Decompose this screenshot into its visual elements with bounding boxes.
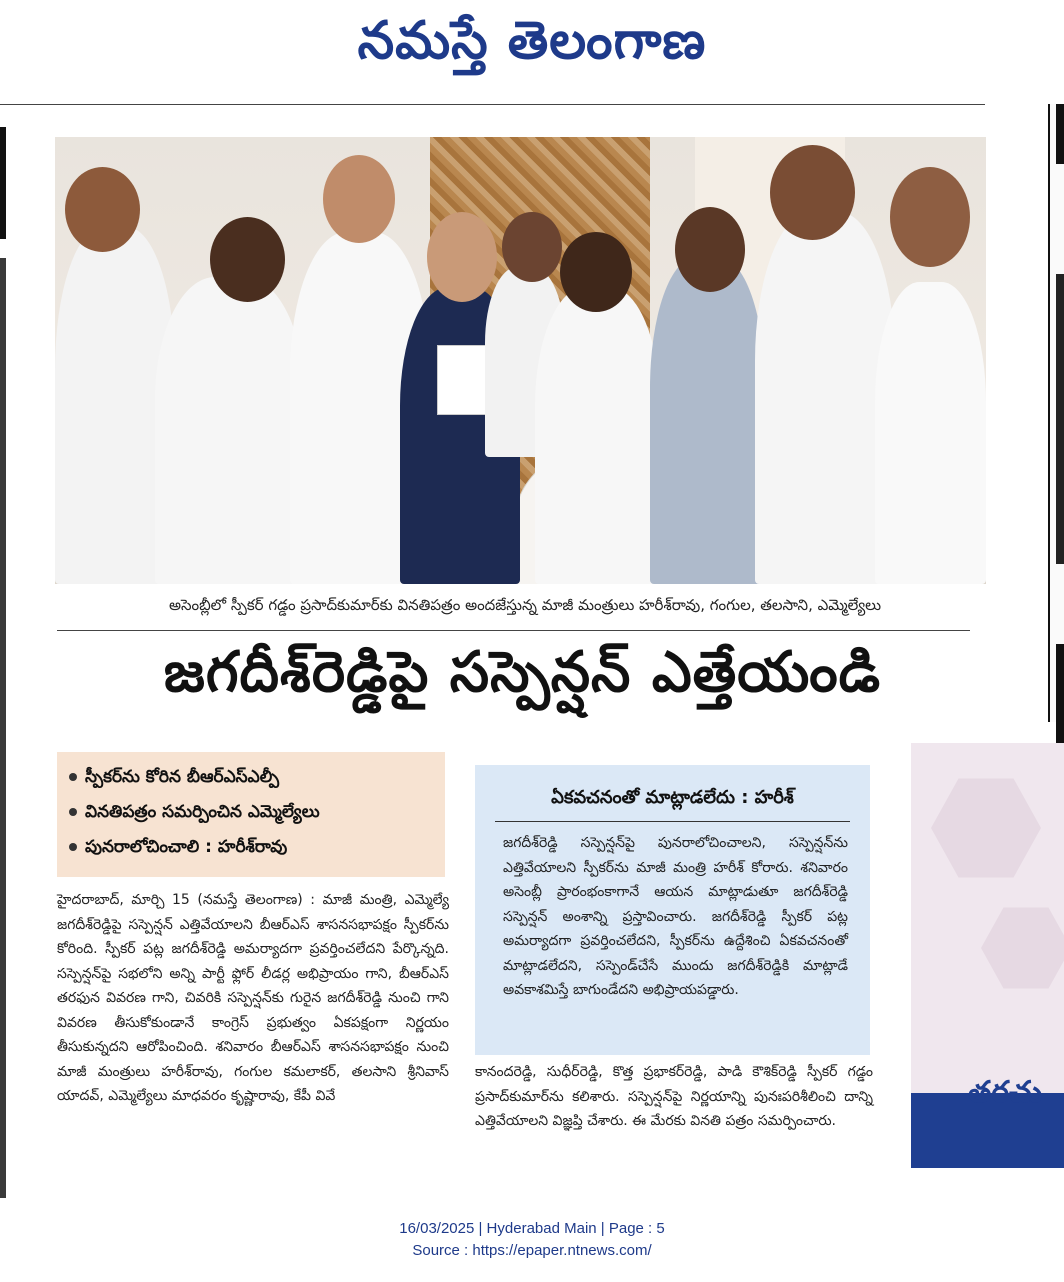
- highlight-item: వినతిపత్రం సమర్పించిన ఎమ్మెల్యేలు: [69, 802, 433, 826]
- person-1-head: [65, 167, 140, 252]
- advert-text: తరచు: [968, 1075, 1043, 1110]
- headline: జగదీశ్‌రెడ్డిపై సస్పెన్షన్ ఎత్తేయండి: [163, 640, 882, 705]
- person-5-head: [502, 212, 562, 282]
- left-edge-column: [0, 258, 6, 1198]
- person-9-head: [890, 167, 970, 267]
- newspaper-title: నమస్తే తెలంగాణ: [357, 10, 707, 71]
- person-2: [155, 277, 305, 584]
- person-8-head: [770, 145, 855, 240]
- person-8: [755, 212, 895, 584]
- person-speaker-head: [427, 212, 497, 302]
- highlights-box: [57, 752, 445, 877]
- person-3-head: [323, 155, 395, 243]
- sidebar-title: ఏకవచనంతో మాట్లాడలేదు : హరీశ్: [551, 787, 794, 808]
- highlight-item: పునరాలోచించాలి : హరీశ్‌రావు: [69, 837, 433, 861]
- person-9: [875, 282, 986, 584]
- bullet-icon: [69, 773, 77, 781]
- left-edge-fragment: [0, 127, 6, 239]
- person-7: [650, 257, 765, 584]
- article-body-left: హైదరాబాద్, మార్చి 15 (నమస్తే తెలంగాణ) : మాజీ మంత్రి, ఎమ్మెల్యే జగదీశ్‌రెడ్డిపై సస్పెన్షన్ ఎత్తివేయాలని బీఆర్‌ఎస్ శాసనసభాపక్షం స్పీకర్‌ను కోరింది. స్పీకర్ పట్ల జగదీశ్‌రెడ్డి అమర్యాదగా ప్రవర్తించలేదని పేర్కొన్నది. సస్పెన్షన్‌పై సభలోని అన్ని పార్టీ ఫ్లోర్ లీడర్ల అభిప్రాయం గాని, బీఆర్‌ఎస్ తరఫున వివరణ గాని, చివరికి సస్పెన్షన్‌కు గురైన జగదీశ్‌రెడ్డి నుంచి గాని వివరణ తీసుకోకుండానే కాంగ్రెస్ ప్రభుత్వం ఏకపక్షంగా నిర్ణయం తీసుకున్నదని ఆరోపించింది. శనివారం బీఆర్‌ఎస్ శాసనసభాపక్షం నుంచి మాజీ మంత్రులు హరీశ్‌రావు, గంగుల కమలాకర్, తలసాని శ్రీనివాస్ యాదవ్, ఎమ్మెల్యేలు మాధవరం కృష్ణారావు, కేపీ వివే: [57, 892, 449, 1104]
- caption-rule: [57, 630, 970, 631]
- masthead-rule: [0, 104, 985, 105]
- hexagon-graphic: [981, 903, 1064, 993]
- person-7-head: [675, 207, 745, 292]
- right-edge-fragment: [1048, 104, 1064, 722]
- bullet-icon: [69, 843, 77, 851]
- highlight-item: స్పీకర్‌ను కోరిన బీఆర్‌ఎస్‌ఎల్పీ: [69, 767, 433, 791]
- person-6: [535, 287, 660, 584]
- footer: [0, 1218, 1064, 1262]
- footer-date-line: 16/03/2025 | Hyderabad Main | Page : 5: [399, 1220, 665, 1237]
- sidebar-box: [475, 765, 870, 1055]
- bullet-icon: [69, 808, 77, 816]
- article-body-right: కానందరెడ్డి, సుధీర్‌రెడ్డి, కొత్త ప్రభాకర్‌రెడ్డి, పాడి కౌశిక్‌రెడ్డి స్పీకర్ గడ్డం ప్రసాద్‌కుమార్‌ను కలిశారు. సస్పెన్షన్‌పై నిర్ణయాన్ని పునఃపరిశీలించి దాన్ని ఎత్తివేయాలని విజ్ఞప్తి చేశారు. ఈ మేరకు వినతి పత్రం సమర్పించారు.: [475, 1064, 873, 1129]
- masthead: [0, 0, 1064, 80]
- person-6-head: [560, 232, 632, 312]
- news-photo: [55, 137, 986, 584]
- person-2-head: [210, 217, 285, 302]
- sidebar-rule: [495, 821, 850, 822]
- sidebar-body: జగదీశ్‌రెడ్డి సస్పెన్షన్‌పై పునరాలోచించాలని, సస్పెన్షన్‌ను ఎత్తివేయాలని స్పీకర్‌ను మాజీ మంత్రి హరీశ్ కోరారు. శనివారం అసెంబ్లీ ప్రారంభంకాగానే ఆయన మాట్లాడుతూ జగదీశ్‌రెడ్డి సస్పెన్షన్ అంశాన్ని ప్రస్తావించారు. జగదీశ్‌రెడ్డి స్పీకర్ పట్ల అమర్యాదగా ప్రవర్తించలేదని, స్పీకర్‌ను ఉద్దేశించి ఏకవచనంతో మాట్లాడలేదని, సస్పెండ్‌చేసే ముందు జగదీశ్‌రెడ్డికి మాట్లాడే అవకాశమిస్తే బాగుండేదని అభిప్రాయపడ్డారు.: [503, 835, 848, 998]
- photo-caption: అసెంబ్లీలో స్పీకర్ గడ్డం ప్రసాద్‌కుమార్‌కు వినతిపత్రం అందజేస్తున్న మాజీ మంత్రులు హరీశ్‌రావు, గంగుల, తలసాని, ఎమ్మెల్యేలు: [168, 596, 882, 614]
- hexagon-graphic: [931, 773, 1041, 883]
- footer-source-line: Source : https://epaper.ntnews.com/: [412, 1242, 652, 1259]
